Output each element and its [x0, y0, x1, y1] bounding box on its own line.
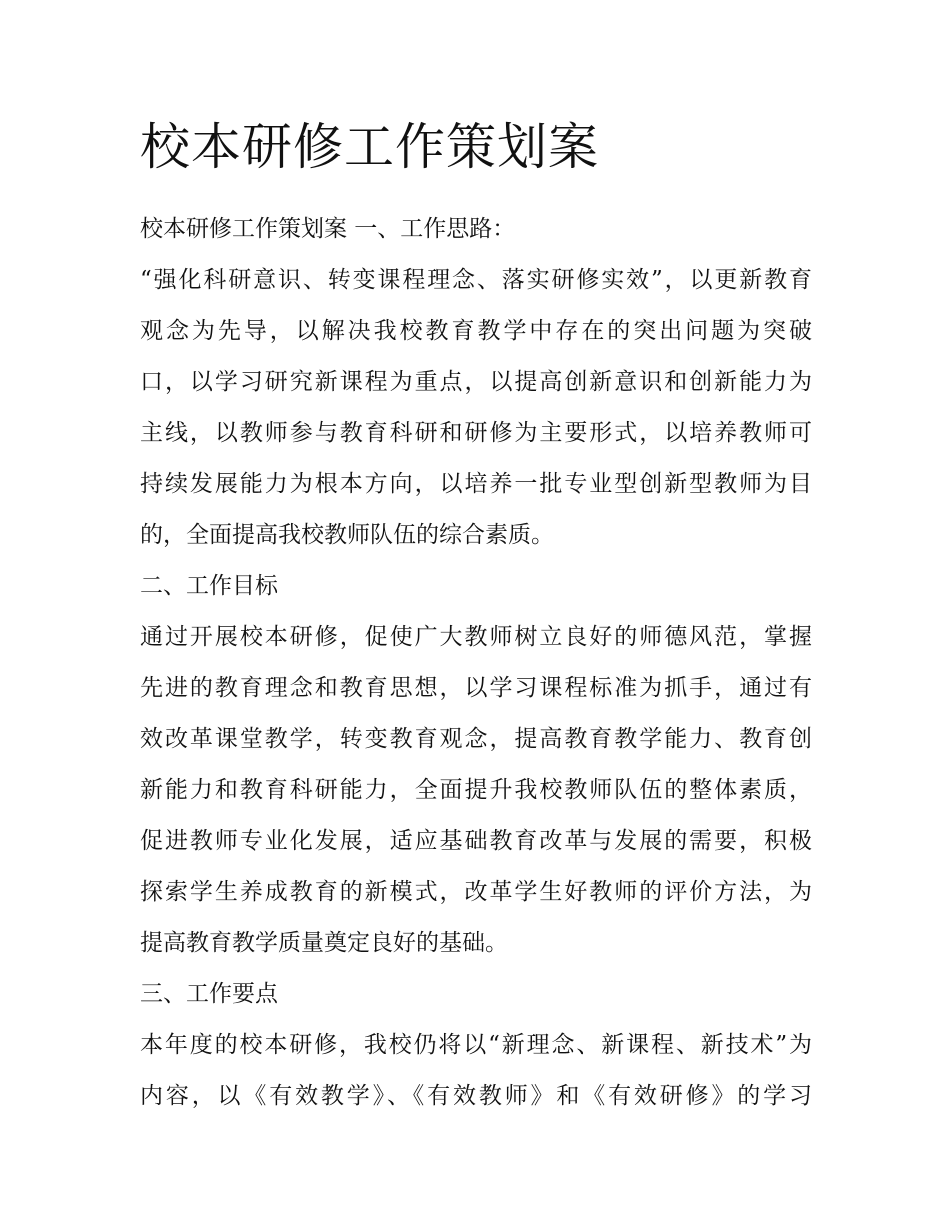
document-title: 校本研修工作策划案	[140, 118, 599, 176]
document-body	[140, 204, 812, 1122]
body-line-14: 探索学生养成教育的新模式，改革学生好教师的评价方法，为	[140, 879, 812, 905]
body-line-7: 的，全面提高我校教师队伍的综合素质。	[140, 522, 554, 548]
body-line-9: 通过开展校本研修，促使广大教师树立良好的师德风范，掌握	[140, 624, 812, 650]
body-line-15: 提高教育教学质量奠定良好的基础。	[140, 930, 508, 956]
body-line-4: 口，以学习研究新课程为重点，以提高创新意识和创新能力为	[140, 369, 812, 395]
body-line-17: 本年度的校本研修，我校仍将以“新理念、新课程、新技术”为	[140, 1032, 812, 1058]
body-line-10: 先进的教育理念和教育思想，以学习课程标准为抓手，通过有	[140, 675, 812, 701]
section-heading-key-points: 三、工作要点	[140, 981, 278, 1007]
body-line-12: 新能力和教育科研能力，全面提升我校教师队伍的整体素质，	[140, 777, 812, 803]
body-line-13: 促进教师专业化发展，适应基础教育改革与发展的需要，积极	[140, 828, 812, 854]
section-heading-goals: 二、工作目标	[140, 573, 278, 599]
body-line-3: 观念为先导，以解决我校教育教学中存在的突出问题为突破	[140, 318, 812, 344]
document-page	[140, 112, 812, 1122]
body-line-6: 持续发展能力为根本方向，以培养一批专业型创新型教师为目	[140, 471, 812, 497]
body-line-11: 效改革课堂教学，转变教育观念，提高教育教学能力、教育创	[140, 726, 812, 752]
body-line-2: “强化科研意识、转变课程理念、落实研修实效”，以更新教育	[140, 267, 812, 293]
body-line-18: 内容，以《有效教学》、《有效教师》和《有效研修》的学习	[140, 1083, 812, 1109]
body-line-1: 校本研修工作策划案 一、工作思路：	[140, 216, 516, 242]
body-line-5: 主线，以教师参与教育科研和研修为主要形式，以培养教师可	[140, 420, 812, 446]
